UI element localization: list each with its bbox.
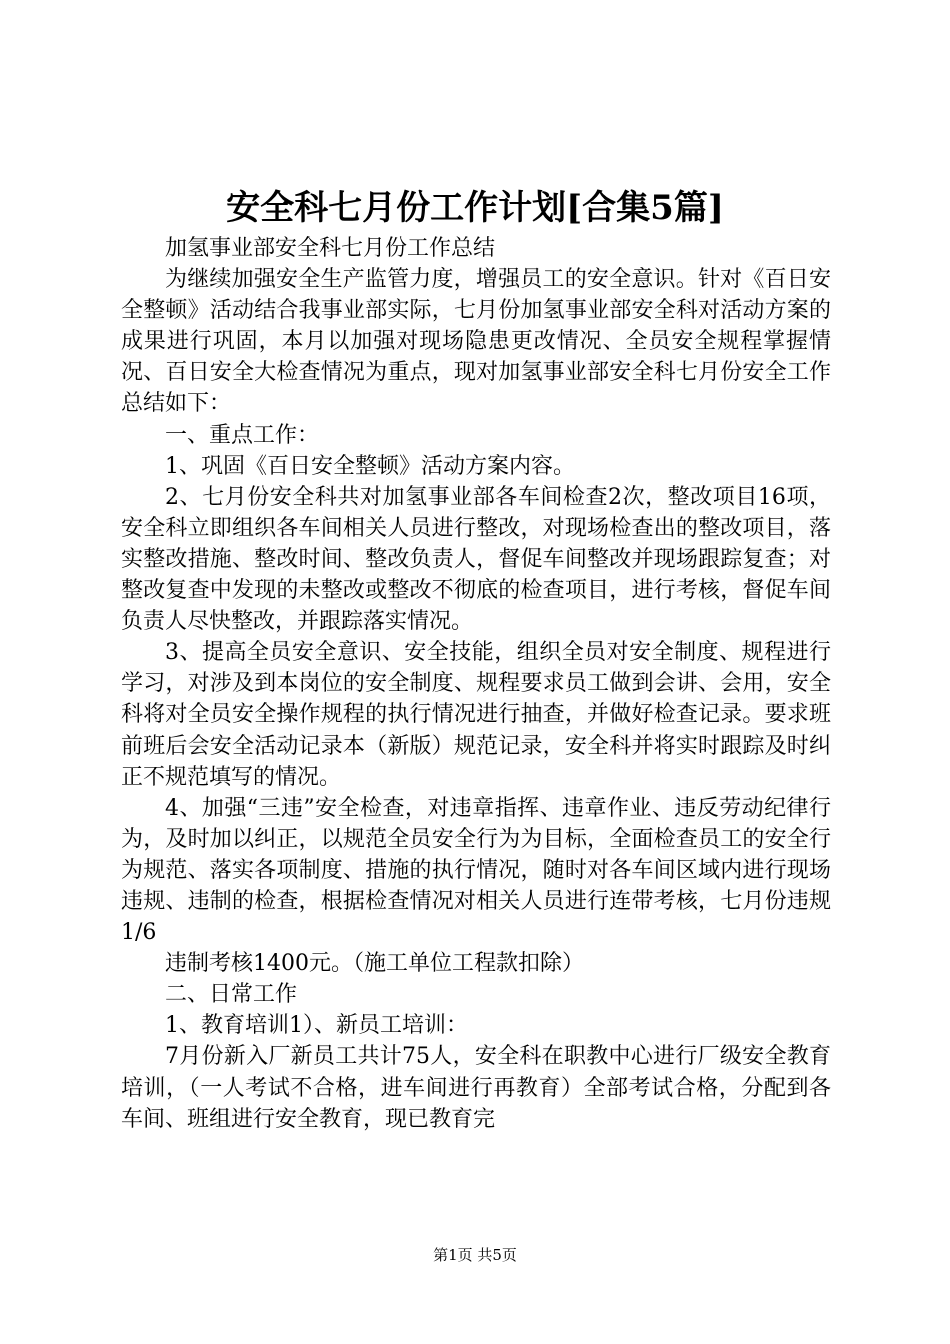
paragraph: 违制考核1400元。（施工单位工程款扣除） [165,951,584,977]
page-number-footer: 第1页 共5页 [433,1246,517,1264]
document-body [121,233,831,1135]
page-title: 安全科七月份工作计划[合集5篇] [226,188,724,228]
paragraph: 1、教育培训1）、新员工培训： [165,1013,468,1039]
paragraph: 1、巩固《百日安全整顿》活动方案内容。 [165,453,575,479]
paragraph: 4、加强“三违”安全检查，对违章指挥、违章作业、违反劳动纪律行为，及时加以纠正，以规范全员安全行为为目标，全面检查员工的安全行为规范、落实各项制度、措施的执行情况，随时对各车间区域内进行现场违规、违制的检查，根据检查情况对相关人员进行连带考核，七月份违规1/6 [121,795,831,946]
paragraph: 为继续加强安全生产监管力度，增强员工的安全意识。针对《百日安全整顿》活动结合我事业部实际，七月份加氢事业部安全科对活动方案的成果进行巩固，本月以加强对现场隐患更改情况、全员安全规程掌握情况、百日安全大检查情况为重点，现对加氢事业部安全科七月份安全工作总结如下： [121,267,831,417]
paragraph: 一、重点工作： [165,422,320,448]
paragraph: 7月份新入厂新员工共计75人，安全科在职教中心进行厂级安全教育培训，（一人考试不合格，进车间进行再教育）全部考试合格，分配到各车间、班组进行安全教育，现已教育完 [121,1044,831,1132]
paragraph: 2、七月份安全科共对加氢事业部各车间检查2次，整改项目16项，安全科立即组织各车间相关人员进行整改，对现场检查出的整改项目，落实整改措施、整改时间、整改负责人，督促车间整改并现场跟踪复查；对整改复查中发现的未整改或整改不彻底的检查项目，进行考核，督促车间负责人尽快整改，并跟踪落实情况。 [121,484,831,635]
paragraph: 3、提高全员安全意识、安全技能，组织全员对安全制度、规程进行学习，对涉及到本岗位的安全制度、规程要求员工做到会讲、会用，安全科将对全员安全操作规程的执行情况进行抽查，并做好检查记录。要求班前班后会安全活动记录本（新版）规范记录，安全科并将实时跟踪及时纠正不规范填写的情况。 [121,640,831,790]
paragraph: 加氢事业部安全科七月份工作总结 [165,236,496,261]
paragraph: 二、日常工作 [165,982,298,1008]
